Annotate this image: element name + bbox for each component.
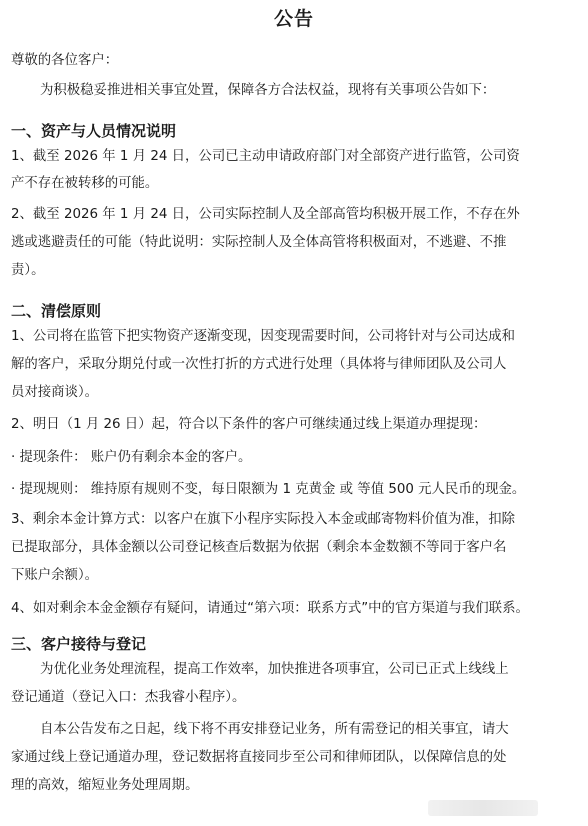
- section2-line: 已提取部分，具体金额以公司登记核查后数据为依据（剩余本金数额不等同于客户名: [11, 540, 507, 555]
- section2-line: 2、明日（1 月 26 日）起，符合以下条件的客户可继续通过线上渠道办理提现：: [11, 417, 487, 432]
- intro-paragraph: 为积极稳妥推进相关事宜处置，保障各方合法权益，现将有关事项公告如下：: [40, 83, 496, 98]
- section3-line: 理的高效，缩短业务处理周期。: [11, 778, 199, 793]
- section3-line: 自本公告发布之日起，线下将不再安排登记业务，所有需登记的相关事宜，请大: [40, 722, 509, 737]
- section3-line: 为优化业务处理流程，提高工作效率，加快推进各项事宜，公司已正式上线线上: [40, 662, 509, 677]
- section3-line: 登记通道（登记入口：杰我睿小程序）。: [11, 690, 246, 705]
- greeting: 尊敬的各位客户：: [11, 53, 119, 68]
- section2-line: 1、公司将在监管下把实物资产逐渐变现，因变现需要时间，公司将针对与公司达成和: [11, 329, 515, 344]
- section2-line: 解的客户，采取分期兑付或一次性打折的方式进行处理（具体将与律师团队及公司人: [11, 357, 507, 372]
- page-title: 公告: [273, 8, 314, 30]
- section2-line: 4、如对剩余本金金额存有疑问，请通过“第六项：联系方式”中的官方渠道与我们联系。: [11, 601, 529, 616]
- section1-line: 2、截至 2026 年 1 月 24 日，公司实际控制人及全部高管均积极开展工作，不存在外: [11, 207, 520, 222]
- section2-line: 下账户余额）。: [11, 568, 99, 583]
- section2-bullet: · 提现规则： 维持原有规则不变，每日限额为 1 克黄金 或 等值 500 元人民币的现金。: [11, 482, 526, 497]
- section1-line: 1、截至 2026 年 1 月 24 日，公司已主动申请政府部门对全部资产进行监管，公司资: [11, 149, 520, 164]
- section1-line: 责）。: [11, 263, 45, 278]
- section2-bullet: · 提现条件： 账户仍有剩余本金的客户。: [11, 450, 252, 465]
- section1-line: 产不存在被转移的可能。: [11, 176, 159, 191]
- blurred-watermark: [428, 800, 538, 816]
- section-heading-assets: 一、资产与人员情况说明: [11, 122, 177, 140]
- section-heading-repayment: 二、清偿原则: [11, 302, 102, 320]
- section3-line: 家通过线上登记通道办理，登记数据将直接同步至公司和律师团队，以保障信息的处: [11, 750, 507, 765]
- section-heading-reception: 三、客户接待与登记: [11, 635, 147, 653]
- section2-line: 3、剩余本金计算方式：以客户在旗下小程序实际投入本金或邮寄物料价值为准，扣除: [11, 512, 515, 527]
- section2-line: 员对接商谈）。: [11, 385, 99, 400]
- section1-line: 逃或逃避责任的可能（特此说明：实际控制人及全体高管将积极面对，不逃避、不推: [11, 235, 507, 250]
